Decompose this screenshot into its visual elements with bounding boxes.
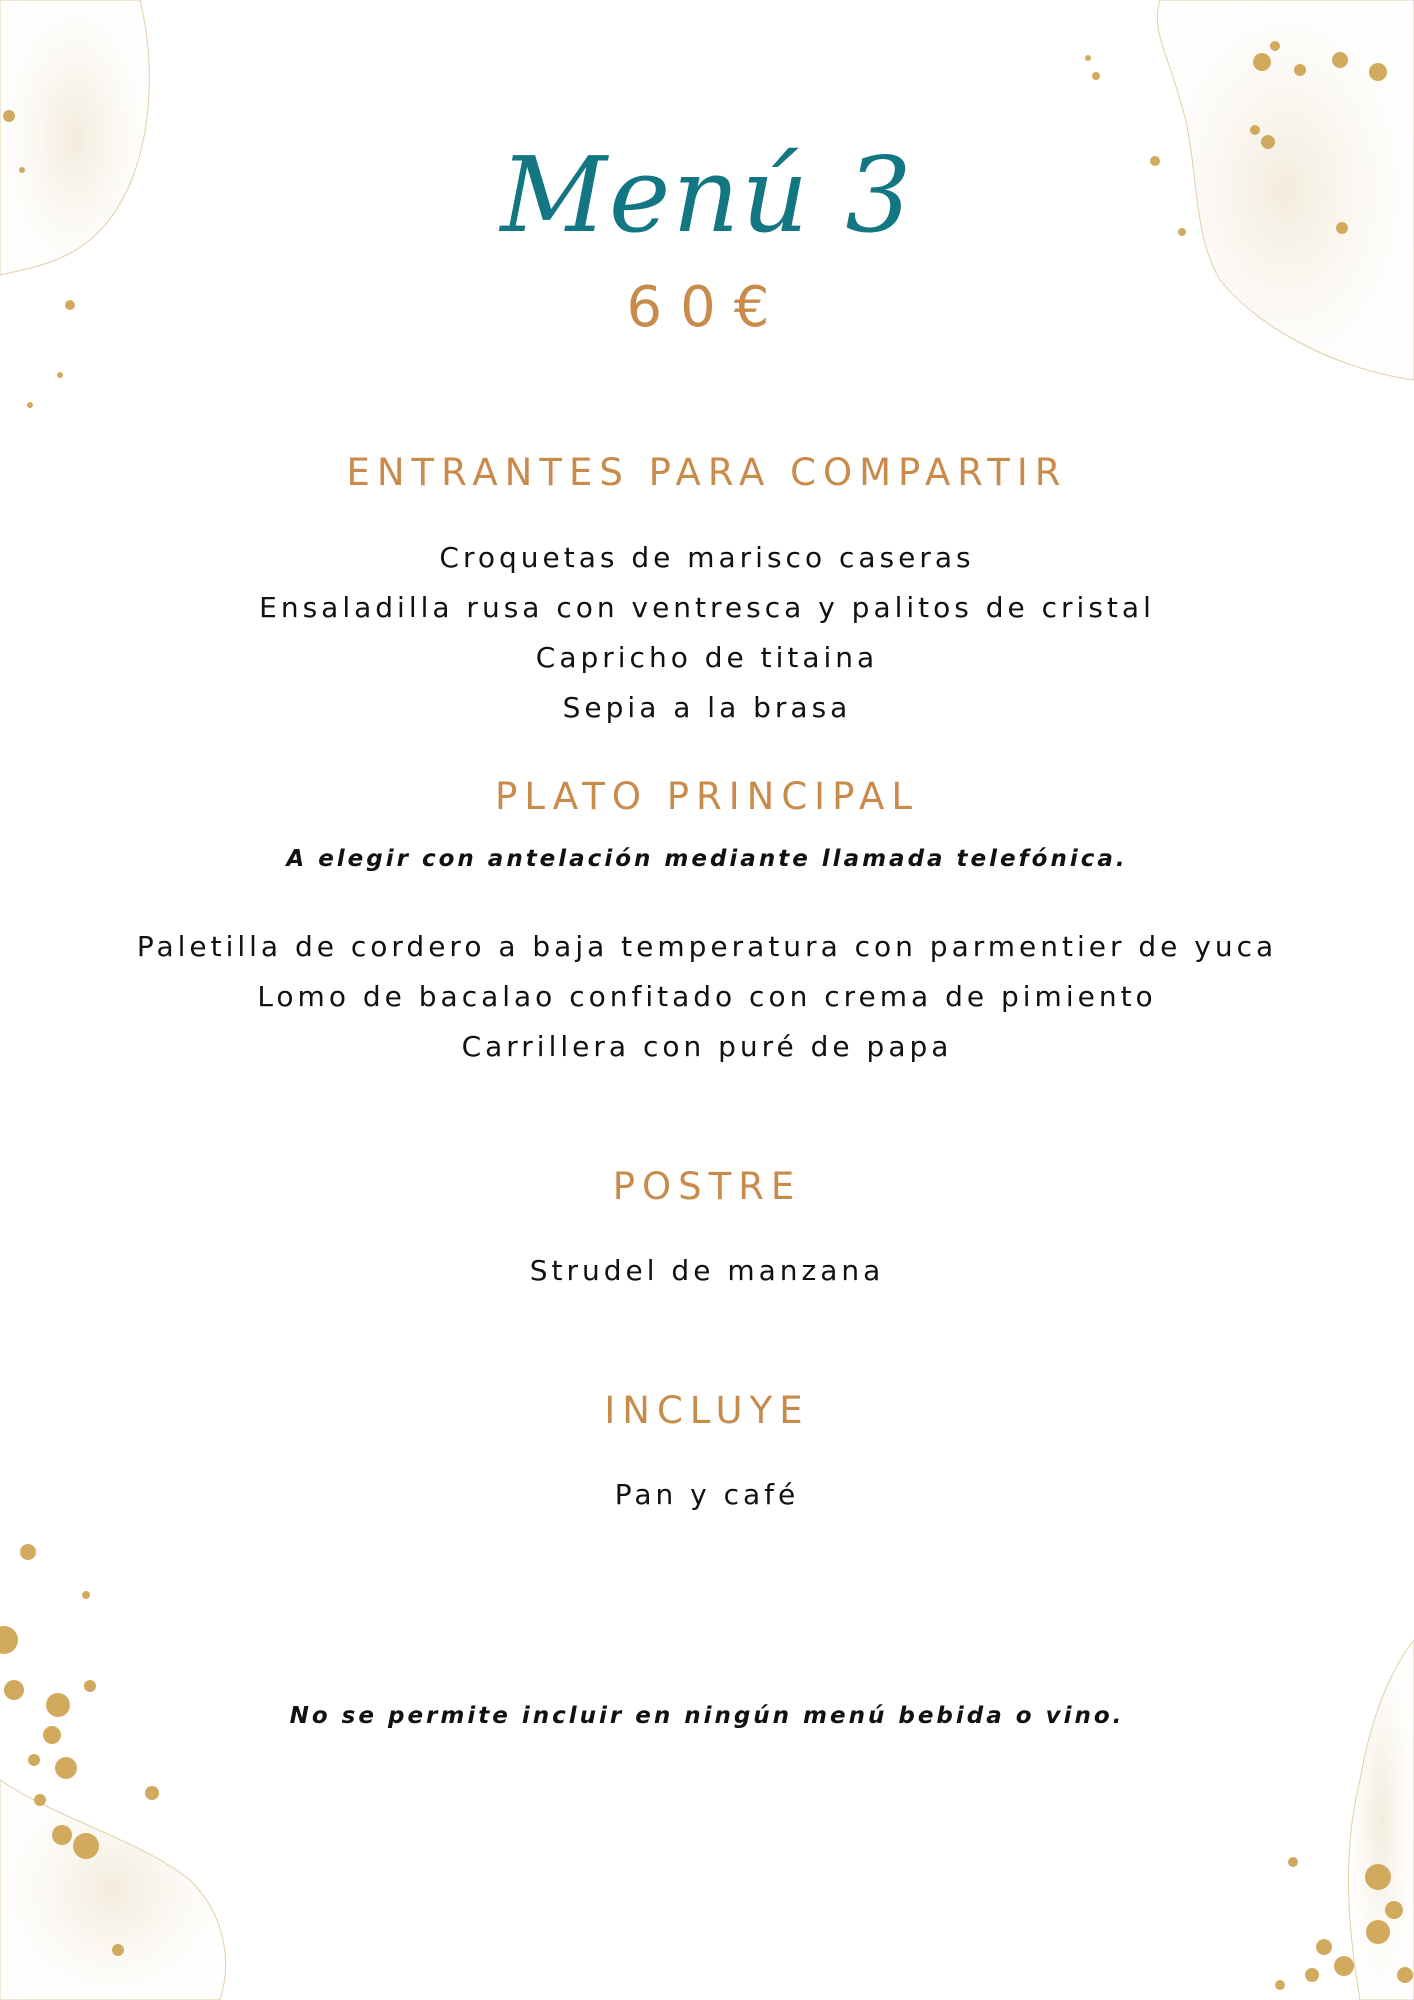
list-item: Lomo de bacalao confitado con crema de pimiento xyxy=(257,980,1157,1013)
list-item: Sepia a la brasa xyxy=(562,691,852,724)
footer-note: No se permite incluir en ningún menú bebida o vino. xyxy=(289,1703,1125,1729)
menu-title: Menú 3 xyxy=(500,134,914,256)
list-item: Paletilla de cordero a baja temperatura con parmentier de yuca xyxy=(136,930,1278,963)
section-heading-starters: ENTRANTES PARA COMPARTIR xyxy=(346,451,1068,494)
section-heading-main: PLATO PRINCIPAL xyxy=(495,775,919,818)
list-item: Ensaladilla rusa con ventresca y palitos de cristal xyxy=(259,591,1155,624)
list-item: Pan y café xyxy=(614,1478,800,1511)
list-item: Croquetas de marisco caseras xyxy=(439,541,975,574)
list-item: Capricho de titaina xyxy=(535,641,879,674)
main-course-note: A elegir con antelación mediante llamada telefónica. xyxy=(286,846,1128,872)
list-item: Carrillera con puré de papa xyxy=(461,1030,953,1063)
menu-price: 60€ xyxy=(626,275,788,340)
section-heading-dessert: POSTRE xyxy=(612,1165,802,1208)
list-item: Strudel de manzana xyxy=(529,1254,885,1287)
section-heading-includes: INCLUYE xyxy=(604,1389,810,1432)
